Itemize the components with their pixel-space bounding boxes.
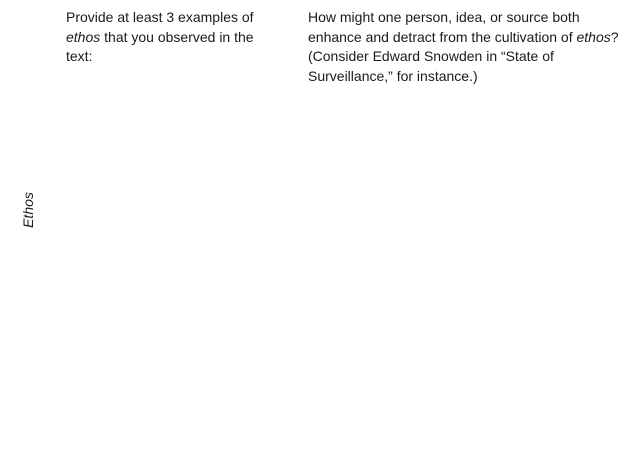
- prompt-enhance-part2: ? (Consider Edward Snowden in “State of Surveillance,” for instance.): [308, 28, 619, 84]
- row-label-container: [17, 170, 39, 250]
- prompt-enhance-part1: How might one person, idea, or source both enhance and detract from the cultivation of: [308, 9, 580, 45]
- row-label: Ethos: [20, 192, 36, 228]
- prompt-examples-emphasis: ethos: [66, 28, 101, 45]
- enhance-detract-answer-area[interactable]: [308, 100, 624, 440]
- prompt-enhance-detract: [308, 8, 624, 86]
- prompt-enhance-emphasis: ethos: [576, 28, 611, 45]
- examples-answer-area[interactable]: [66, 100, 280, 440]
- prompt-examples: [66, 8, 280, 67]
- prompt-examples-part1: Provide at least 3 examples of: [66, 9, 254, 25]
- prompt-examples-part2: that you observed in the text:: [66, 28, 254, 64]
